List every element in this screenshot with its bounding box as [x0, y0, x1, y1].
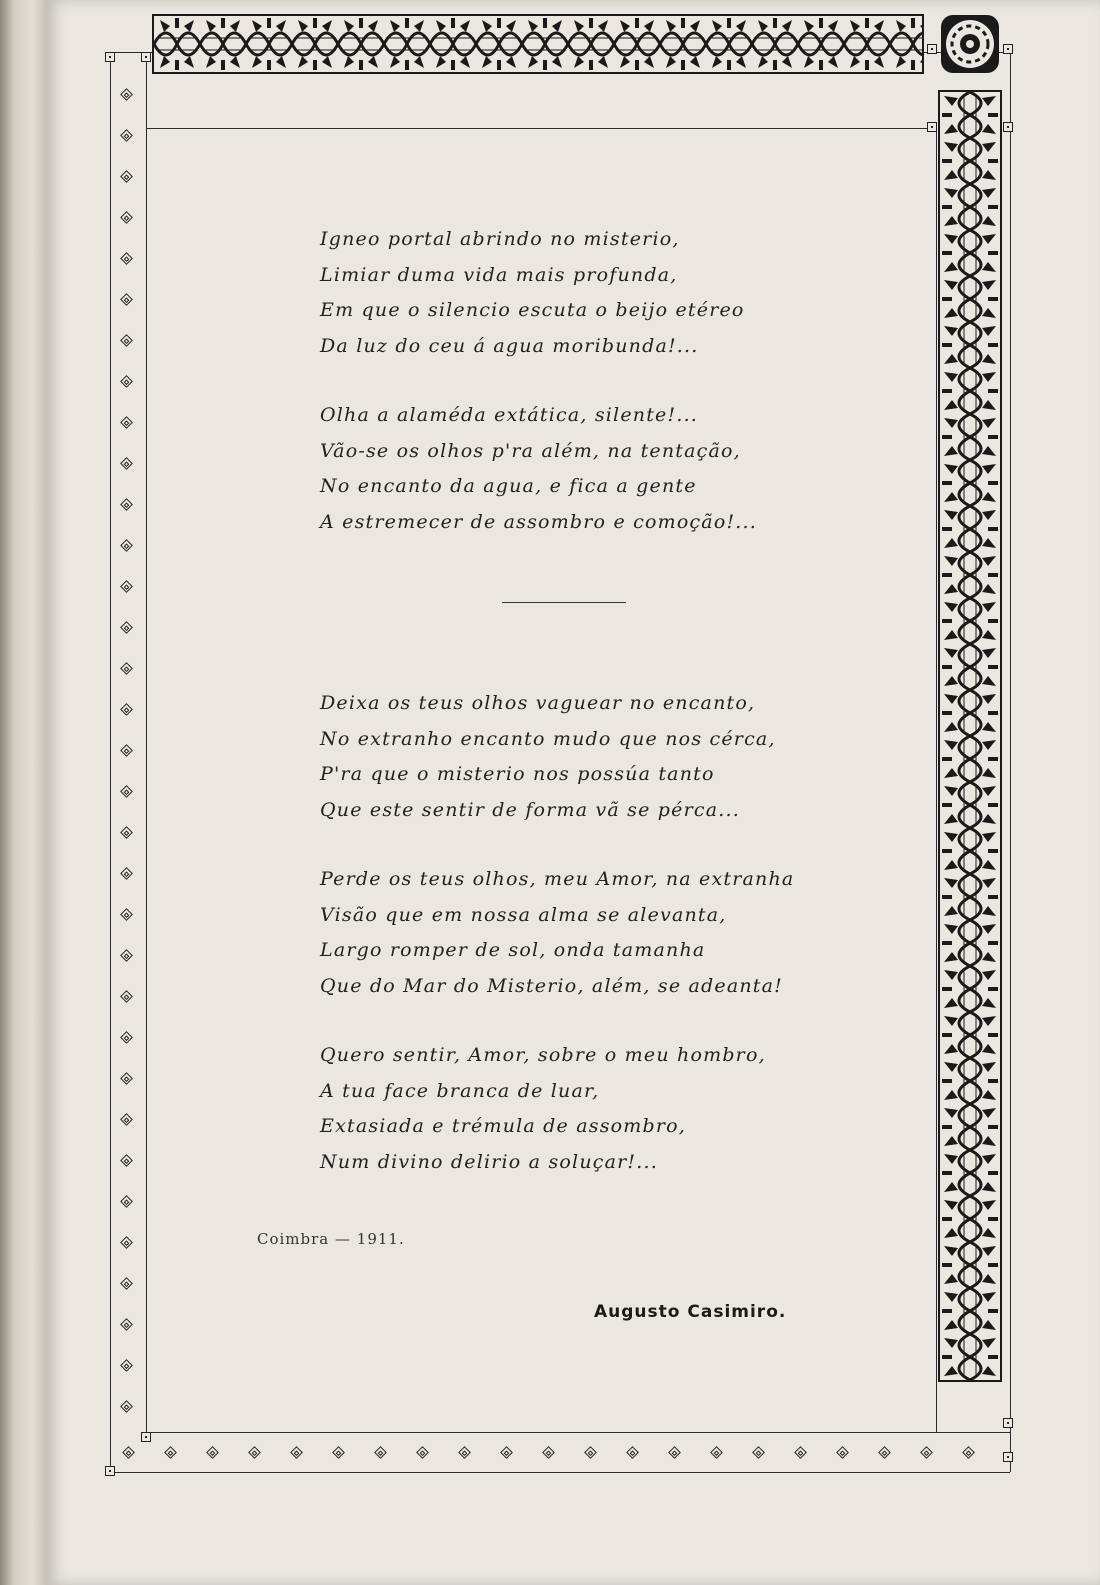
- diamond-icon: [120, 1154, 133, 1167]
- diamond-icon: [120, 129, 133, 142]
- frame-left-line-outer: [110, 52, 111, 1472]
- diamond-icon: [120, 252, 133, 265]
- place-date: Coimbra — 1911.: [257, 1230, 405, 1248]
- poem-line: A estremecer de assombro e comoção!...: [320, 510, 758, 533]
- diamond-icon: [120, 1277, 133, 1290]
- diamond-icon: [668, 1446, 681, 1459]
- diamond-icon: [920, 1446, 933, 1459]
- top-ornament-band: [152, 14, 924, 74]
- stanza: [320, 398, 880, 540]
- diamond-icon: [164, 1446, 177, 1459]
- right-ornament-band: [938, 90, 1002, 1382]
- diamond-icon: [120, 580, 133, 593]
- diamond-icon: [120, 1113, 133, 1126]
- poem-line: Limiar duma vida mais profunda,: [320, 263, 678, 286]
- diamond-icon: [122, 1446, 135, 1459]
- book-binding: [0, 0, 46, 1585]
- poem-line: A tua face branca de luar,: [320, 1079, 600, 1102]
- diamond-icon: [120, 334, 133, 347]
- diamond-icon: [710, 1446, 723, 1459]
- diamond-icon: [120, 703, 133, 716]
- diamond-icon: [120, 826, 133, 839]
- diamond-icon: [120, 375, 133, 388]
- diamond-icon: [794, 1446, 807, 1459]
- diamond-icon: [120, 662, 133, 675]
- corner-square-icon: [1003, 1452, 1013, 1462]
- diamond-icon: [120, 621, 133, 634]
- corner-square-icon: [1003, 1418, 1013, 1428]
- stanza: [320, 222, 880, 364]
- diamond-icon: [332, 1446, 345, 1459]
- diamond-icon: [878, 1446, 891, 1459]
- diamond-icon: [120, 1031, 133, 1044]
- diamond-icon: [584, 1446, 597, 1459]
- poem-line: P'ra que o misterio nos possúa tanto: [320, 763, 715, 785]
- diamond-icon: [120, 949, 133, 962]
- diamond-icon: [120, 498, 133, 511]
- stanza: [320, 1038, 880, 1180]
- poem-line: Que do Mar do Misterio, além, se adeanta!: [320, 974, 783, 997]
- poem-line: Visão que em nossa alma se alevanta,: [320, 903, 727, 926]
- diamond-icon: [120, 1195, 133, 1208]
- diamond-icon: [752, 1446, 765, 1459]
- diamond-icon: [626, 1446, 639, 1459]
- poem-line: Deixa os teus olhos vaguear no encanto,: [320, 692, 756, 714]
- stanza: [320, 862, 880, 1004]
- frame-top-inner-line: [146, 128, 936, 129]
- poem-line: Perde os teus olhos, meu Amor, na extranha: [320, 868, 795, 890]
- diamond-icon: [206, 1446, 219, 1459]
- poem-line: No encanto da agua, e fica a gente: [320, 475, 697, 497]
- corner-square-icon: [105, 52, 115, 62]
- diamond-icon: [120, 293, 133, 306]
- diamond-icon: [120, 744, 133, 757]
- corner-square-icon: [105, 1466, 115, 1476]
- diamond-icon: [120, 785, 133, 798]
- diamond-icon: [120, 1359, 133, 1372]
- poem-line: Olha a alaméda extática, silente!...: [320, 404, 699, 426]
- diamond-icon: [120, 1318, 133, 1331]
- diamond-icon: [290, 1446, 303, 1459]
- frame-right-inner-line: [936, 128, 937, 1432]
- diamond-icon: [120, 1236, 133, 1249]
- poem-line: Igneo portal abrindo no misterio,: [320, 228, 680, 250]
- frame-right-line-outer: [1010, 52, 1011, 1472]
- diamond-icon: [120, 170, 133, 183]
- frame-bottom-line-outer: [110, 1472, 1010, 1473]
- poem-line: Quero sentir, Amor, sobre o meu hombro,: [320, 1044, 766, 1066]
- poem-line: Extasiada e trémula de assombro,: [320, 1115, 687, 1137]
- diamond-icon: [120, 908, 133, 921]
- diamond-icon: [120, 1072, 133, 1085]
- diamond-icon: [120, 416, 133, 429]
- rosette-ornament-icon: [940, 14, 1000, 74]
- diamond-icon: [248, 1446, 261, 1459]
- corner-square-icon: [141, 1432, 151, 1442]
- corner-square-icon: [141, 52, 151, 62]
- corner-square-icon: [1003, 122, 1013, 132]
- corner-square-icon: [927, 44, 937, 54]
- poem-line: Largo romper de sol, onda tamanha: [320, 939, 706, 961]
- section-divider: [502, 602, 626, 603]
- diamond-icon: [458, 1446, 471, 1459]
- frame-left-line-inner: [146, 52, 147, 1432]
- diamond-icon: [962, 1446, 975, 1459]
- frame-bottom-line-inner: [146, 1432, 1010, 1433]
- poem-line: Da luz do ceu á agua moribunda!...: [320, 334, 699, 357]
- diamond-icon: [542, 1446, 555, 1459]
- top-ornament-pattern: [154, 16, 922, 72]
- diamond-icon: [120, 88, 133, 101]
- diamond-icon: [120, 867, 133, 880]
- diamond-icon: [120, 539, 133, 552]
- poem-text: [320, 222, 880, 1214]
- right-ornament-pattern: [940, 92, 1000, 1380]
- poem-line: Vão-se os olhos p'ra além, na tentação,: [320, 439, 741, 462]
- diamond-icon: [120, 457, 133, 470]
- diamond-icon: [374, 1446, 387, 1459]
- poem-line: Que este sentir de forma vã se pérca...: [320, 798, 740, 821]
- diamond-icon: [416, 1446, 429, 1459]
- corner-square-icon: [1003, 44, 1013, 54]
- diamond-icon: [120, 990, 133, 1003]
- diamond-icon: [120, 211, 133, 224]
- diamond-icon: [836, 1446, 849, 1459]
- page: [46, 0, 1100, 1585]
- poem-line: No extranho encanto mudo que nos cérca,: [320, 727, 776, 750]
- stanza: [320, 686, 880, 828]
- diamond-icon: [500, 1446, 513, 1459]
- author-signature: Augusto Casimiro.: [594, 1302, 787, 1322]
- poem-line: Num divino delirio a soluçar!...: [320, 1150, 658, 1173]
- poem-line: Em que o silencio escuta o beijo etéreo: [320, 299, 745, 321]
- corner-square-icon: [927, 122, 937, 132]
- diamond-icon: [120, 1400, 133, 1413]
